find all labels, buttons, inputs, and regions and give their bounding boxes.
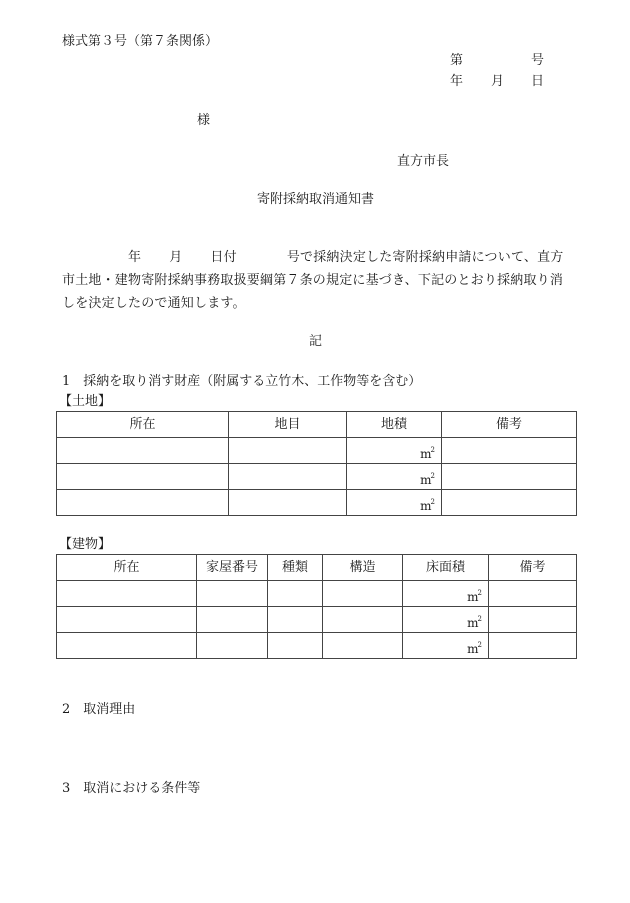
area-unit: $m^2$ xyxy=(420,472,435,487)
building-header-house-number: 家屋番号 xyxy=(197,555,268,581)
building-cell-remarks[interactable] xyxy=(489,633,577,659)
building-cell-floor-area[interactable] xyxy=(403,607,489,633)
land-cell-area[interactable] xyxy=(347,490,442,516)
land-table xyxy=(56,411,577,516)
building-header-location: 所在 xyxy=(57,555,197,581)
building-header-row xyxy=(57,555,577,581)
body-line-3: しを決定したので通知します。 xyxy=(62,296,246,311)
land-cell-location[interactable] xyxy=(57,490,229,516)
land-cell-remarks[interactable] xyxy=(442,490,577,516)
building-cell-structure[interactable] xyxy=(323,633,403,659)
body-line-1 xyxy=(62,246,582,269)
land-cell-category[interactable] xyxy=(229,464,347,490)
building-cell-house-number[interactable] xyxy=(197,633,268,659)
table-row xyxy=(57,490,577,516)
building-cell-location[interactable] xyxy=(57,633,197,659)
addressee-honorific: 様 xyxy=(197,113,211,128)
building-cell-structure[interactable] xyxy=(323,581,403,607)
building-cell-structure[interactable] xyxy=(323,607,403,633)
body-month: 月 xyxy=(169,250,183,265)
land-cell-remarks[interactable] xyxy=(442,464,577,490)
body-day: 日付 xyxy=(210,250,237,265)
land-header-location: 所在 xyxy=(57,412,229,438)
building-cell-house-number[interactable] xyxy=(197,581,268,607)
land-header-remarks: 備考 xyxy=(442,412,577,438)
land-cell-category[interactable] xyxy=(229,490,347,516)
document-title: 寄附採納取消通知書 xyxy=(257,192,375,207)
building-cell-type[interactable] xyxy=(268,633,323,659)
building-cell-location[interactable] xyxy=(57,607,197,633)
body-line-2: 市土地・建物寄附採納事務取扱要綱第７条の規定に基づき、下記のとおり採納取り消 xyxy=(62,273,564,288)
land-cell-location[interactable] xyxy=(57,464,229,490)
doc-number-prefix: 第 xyxy=(450,53,464,68)
building-cell-remarks[interactable] xyxy=(489,581,577,607)
land-header-row xyxy=(57,412,577,438)
area-unit: $m^2$ xyxy=(467,641,482,656)
date-year: 年 xyxy=(450,74,464,89)
land-cell-remarks[interactable] xyxy=(442,438,577,464)
section1-heading: 1 採納を取り消す財産（附属する立竹木、工作物等を含む） xyxy=(62,374,422,389)
form-number: 様式第３号（第７条関係） xyxy=(62,34,219,49)
building-header-floor-area: 床面積 xyxy=(403,555,489,581)
table-row xyxy=(57,464,577,490)
issuer: 直方市長 xyxy=(397,154,450,169)
area-unit: $m^2$ xyxy=(420,446,435,461)
table-row xyxy=(57,633,577,659)
section3-heading: 3 取消における条件等 xyxy=(62,781,201,796)
body-text-1: 号で採納決定した寄附採納申請について、直方 xyxy=(286,250,564,265)
building-table xyxy=(56,554,577,659)
table-row xyxy=(57,581,577,607)
date-day: 日 xyxy=(531,74,545,89)
building-cell-location[interactable] xyxy=(57,581,197,607)
area-unit: $m^2$ xyxy=(467,589,482,604)
land-label: 【土地】 xyxy=(59,394,112,409)
building-header-structure: 構造 xyxy=(323,555,403,581)
land-header-area: 地積 xyxy=(347,412,442,438)
land-cell-area[interactable] xyxy=(347,438,442,464)
land-header-category: 地目 xyxy=(229,412,347,438)
building-cell-type[interactable] xyxy=(268,607,323,633)
building-cell-floor-area[interactable] xyxy=(403,581,489,607)
area-unit: $m^2$ xyxy=(467,615,482,630)
ki-label: 記 xyxy=(309,334,323,349)
building-header-remarks: 備考 xyxy=(489,555,577,581)
building-cell-house-number[interactable] xyxy=(197,607,268,633)
date-month: 月 xyxy=(491,74,505,89)
area-unit: $m^2$ xyxy=(420,498,435,513)
section2-heading: 2 取消理由 xyxy=(62,702,136,717)
building-cell-floor-area[interactable] xyxy=(403,633,489,659)
doc-number-suffix: 号 xyxy=(531,53,545,68)
building-label: 【建物】 xyxy=(59,537,112,552)
body-paragraph xyxy=(62,246,582,315)
building-cell-remarks[interactable] xyxy=(489,607,577,633)
land-cell-category[interactable] xyxy=(229,438,347,464)
body-year: 年 xyxy=(128,250,142,265)
table-row xyxy=(57,607,577,633)
building-header-type: 種類 xyxy=(268,555,323,581)
land-cell-area[interactable] xyxy=(347,464,442,490)
building-cell-type[interactable] xyxy=(268,581,323,607)
land-cell-location[interactable] xyxy=(57,438,229,464)
table-row xyxy=(57,438,577,464)
